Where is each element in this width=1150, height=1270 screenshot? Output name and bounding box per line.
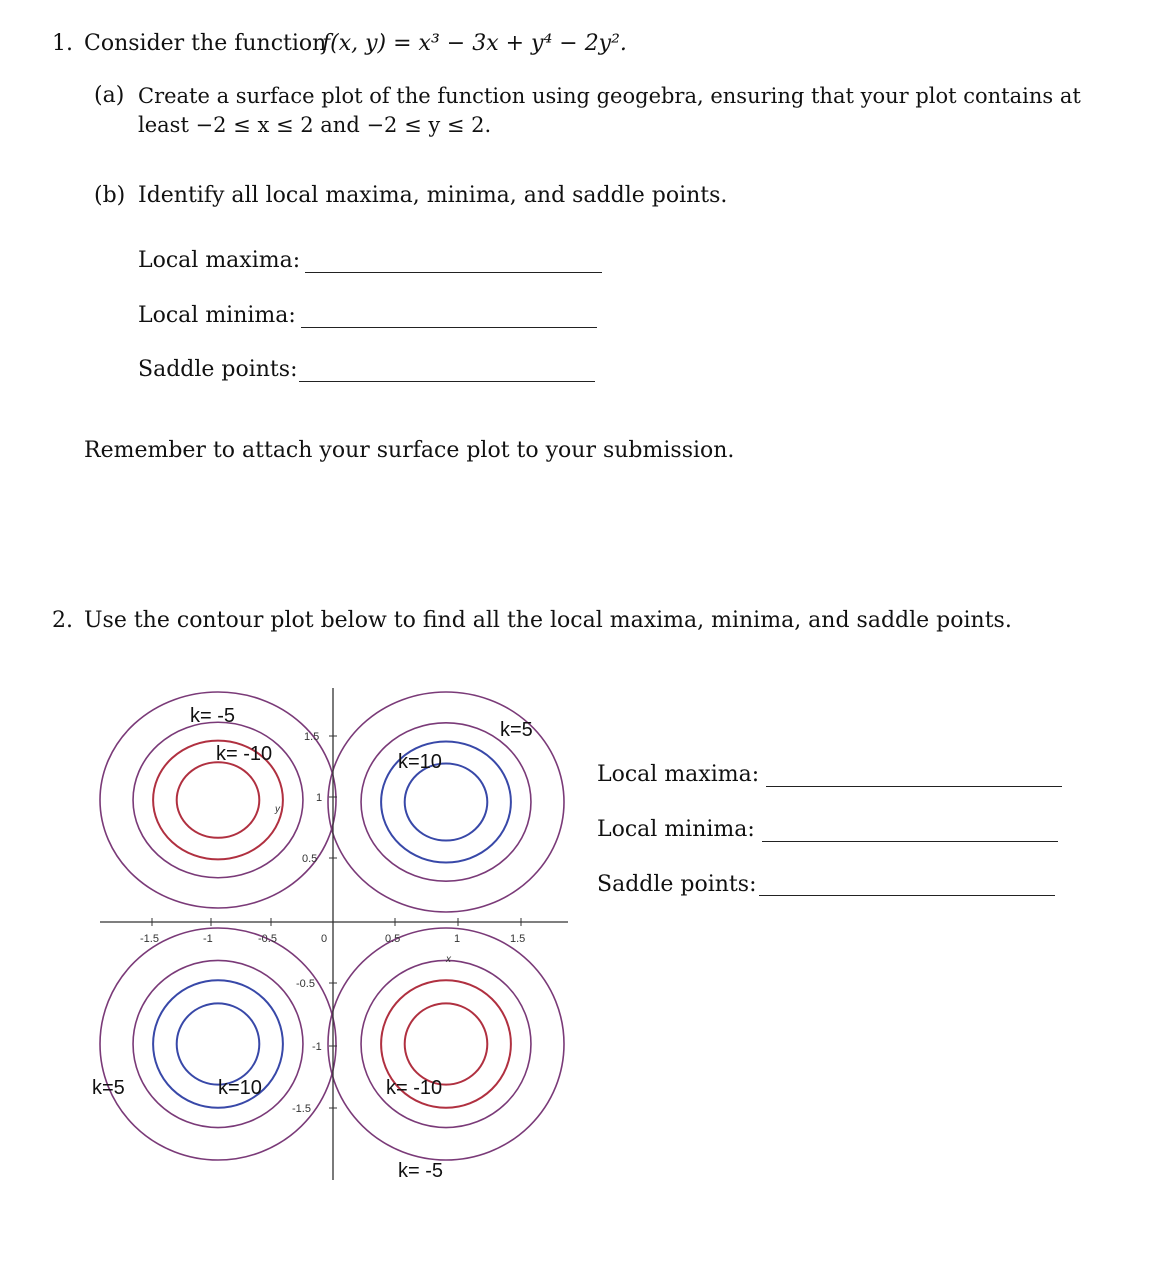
q2-saddle-answer-line[interactable] — [759, 895, 1055, 896]
q1-reminder: Remember to attach your surface plot to your submission. — [84, 438, 735, 463]
q1b-text: Identify all local maxima, minima, and saddle points. — [138, 183, 728, 208]
y-tick-label: -1 — [312, 1041, 322, 1053]
contour-ring-lower-right — [361, 960, 531, 1127]
q1-maxima-answer-line[interactable] — [305, 272, 602, 273]
contour-ring-upper-left — [177, 762, 260, 838]
x-tick-label: 1.5 — [510, 933, 526, 945]
q1-saddle-answer-line[interactable] — [299, 381, 595, 382]
x-tick-label: -1 — [203, 933, 213, 945]
contour-label: k= -10 — [386, 1077, 443, 1099]
x-tick-label: 0.5 — [385, 933, 401, 945]
q1-minima-label: Local minima: — [138, 303, 296, 328]
q1b-label: (b) — [94, 183, 126, 208]
contour-ring-lower-left — [177, 1003, 260, 1084]
q1a-line2: least −2 ≤ x ≤ 2 and −2 ≤ y ≤ 2. — [138, 113, 492, 137]
q1-intro: Consider the function — [84, 31, 327, 56]
y-tick-label: -0.5 — [296, 978, 315, 990]
contour-label: k=5 — [500, 719, 533, 741]
q2-number: 2. — [52, 608, 73, 633]
contour-ring-lower-right — [405, 1003, 488, 1084]
q1-maxima-label: Local maxima: — [138, 248, 301, 273]
contour-ring-lower-left — [100, 928, 336, 1160]
q2-text: Use the contour plot below to find all the local maxima, minima, and saddle points. — [84, 608, 1012, 633]
q1-minima-answer-line[interactable] — [301, 327, 597, 328]
q2-minima-answer-line[interactable] — [762, 841, 1058, 842]
q1a-label: (a) — [94, 83, 125, 108]
y-tick-label: -1.5 — [292, 1103, 311, 1115]
q1-saddle-label: Saddle points: — [138, 357, 298, 382]
contour-lines — [100, 692, 564, 1160]
contour-label: k= -5 — [190, 705, 236, 727]
contour-label: k=10 — [218, 1077, 262, 1099]
contour-ring-upper-right — [361, 723, 531, 881]
x-tick-label: -0.5 — [258, 933, 277, 945]
y-tick-label: 1.5 — [304, 731, 320, 743]
q2-saddle-label: Saddle points: — [597, 872, 757, 897]
y-tick-label: 1 — [316, 792, 323, 804]
x-tick-label: 1 — [454, 933, 461, 945]
q2-maxima-label: Local maxima: — [597, 762, 760, 787]
q2-maxima-answer-line[interactable] — [766, 786, 1062, 787]
y-axis-label: y — [275, 804, 280, 815]
q1-number: 1. — [52, 31, 73, 56]
x-axis-label: x — [446, 954, 451, 965]
contour-label: k= -5 — [398, 1160, 444, 1182]
contour-label: k=5 — [92, 1077, 125, 1099]
contour-label: k= -10 — [216, 743, 273, 765]
x-tick-label: -1.5 — [140, 933, 159, 945]
contour-label: k=10 — [398, 751, 442, 773]
q1-function: f(x, y) = x³ − 3x + y⁴ − 2y². — [322, 31, 627, 56]
q2-minima-label: Local minima: — [597, 817, 755, 842]
q1a-line1: Create a surface plot of the function using geogebra, ensuring that your plot contains at — [138, 84, 1081, 108]
x-tick-label: 0 — [321, 933, 328, 945]
contour-plot — [80, 680, 580, 1200]
contour-ring-upper-right — [405, 764, 488, 841]
y-tick-label: 0.5 — [302, 853, 318, 865]
contour-ring-lower-left — [133, 960, 303, 1127]
